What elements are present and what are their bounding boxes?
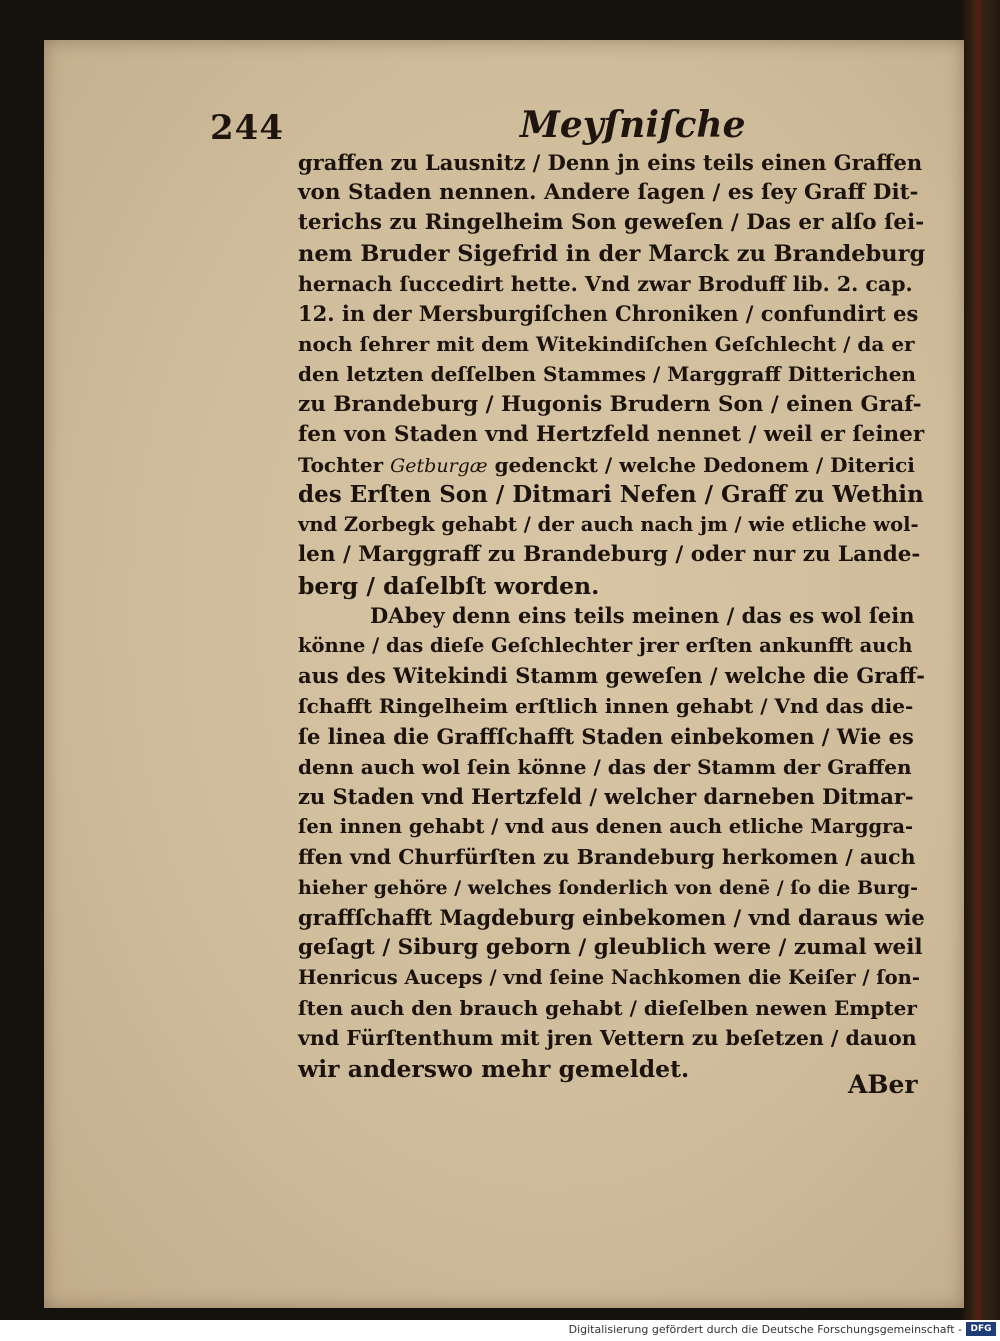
running-head: Meyſniſche [520,104,746,146]
text-line: 12. in der Mersburgiſchen Chroniken / confundirt es [298,300,919,326]
text-line: Henricus Auceps / vnd ſeine Nachkomen die Keiſer / ſon- [298,966,920,990]
text-segment: Tochter [298,452,391,477]
text-line: zu Staden vnd Hertzfeld / welcher darneben Ditmar- [298,783,914,809]
latin-name: Getburgæ [390,454,488,477]
text-line: noch ſehrer mit dem Witekindiſchen Geſchlecht / da er [298,332,915,357]
book-spine [975,0,981,1320]
text-line: berg / daſelbſt worden. [298,571,600,600]
text-line: ſten auch den brauch gehabt / dieſelben newen Empter [298,996,917,1021]
dfg-logo: DFG [966,1322,996,1336]
body-text [298,148,926,1084]
footer-credit: Digitalisierung gefördert durch die Deutsche Forschungsgemeinschaft - [568,1323,962,1336]
text-line: DAbey denn eins teils meinen / das es wol ſein [370,602,915,628]
text-line: vnd Fürſtenthum mit jren Vettern zu beſetzen / dauon [298,1026,917,1051]
text-line: könne / das dieſe Geſchlechter jrer erſten ankunfft auch [298,634,913,657]
text-line: graffſchafft Magdeburg einbekomen / vnd daraus wie [298,904,925,930]
text-segment: gedenckt / welche Dedonem / Diterici [487,452,915,477]
text-line [298,450,918,480]
text-line: ſen innen gehabt / vnd aus denen auch etliche Marggra- [298,815,914,839]
page-number: 244 [210,108,284,148]
text-line: wir anderswo mehr gemeldet. [298,1054,690,1083]
text-line: len / Marggraff zu Brandeburg / oder nur zu Lande- [298,542,921,568]
book-edge [962,0,1000,1320]
text-line: zu Brandeburg / Hugonis Brudern Son / einen Graf- [298,391,922,417]
text-line: ſe linea die Graffſchafft Staden einbekomen / Wie es [298,723,914,749]
catchword: ABer [848,1070,918,1099]
text-line: ffen vnd Churfürſten zu Brandeburg herkomen / auch [298,845,916,870]
text-line: fen von Staden vnd Hertzfeld nennet / weil er ſeiner [298,421,925,447]
text-line: graffen zu Lausnitz / Denn jn eins teils einen Graffen [298,150,923,175]
text-line: von Staden nennen. Andere ſagen / es ſey Graff Dit- [298,180,919,206]
text-line: geſagt / Siburg geborn / gleublich were / zumal weil [298,934,923,960]
text-line: nem Bruder Sigefrid in der Marck zu Brandeburg [298,240,926,267]
text-line: terichs zu Ringelheim Son geweſen / Das er alſo ſei- [298,210,925,236]
text-line: aus des Witekindi Stamm geweſen / welche die Graff- [298,663,925,689]
text-line: vnd Zorbegk gehabt / der auch nach jm / wie etliche wol- [298,513,919,537]
text-line: den letzten deſſelben Stammes / Marggraff Ditterichen [298,362,916,387]
text-line: hernach ſuccedirt hette. Vnd zwar Broduff lib. 2. cap. [298,271,913,296]
text-line: des Erſten Son / Ditmari Nefen / Graff zu Wethin [298,481,924,509]
text-line: denn auch wol ſein könne / das der Stamm der Graffen [298,754,912,779]
text-line: hieher gehöre / welches ſonderlich von denē / ſo die Burg- [298,876,919,899]
text-line: ſchafft Ringelheim erſtlich innen gehabt / Vnd das die- [298,694,914,719]
